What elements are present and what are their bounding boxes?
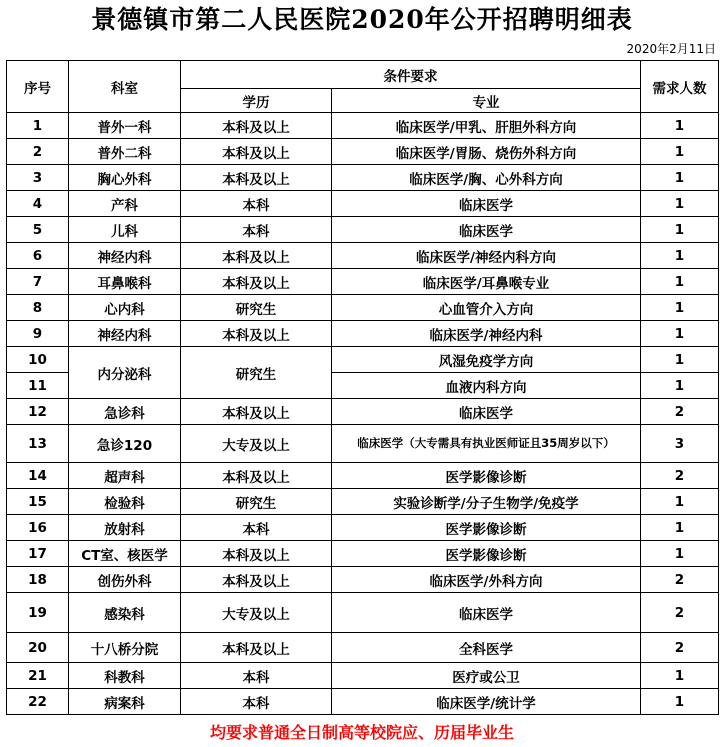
cell-edu: 研究生 xyxy=(181,295,332,321)
recruitment-table xyxy=(6,60,719,715)
cell-seq: 10 xyxy=(7,347,69,373)
header-dept: 科室 xyxy=(69,61,181,113)
cell-dept: 创伤外科 xyxy=(69,567,181,593)
cell-edu: 本科 xyxy=(181,515,332,541)
cell-count: 1 xyxy=(641,243,719,269)
cell-dept: CT室、核医学 xyxy=(69,541,181,567)
cell-dept: 科教科 xyxy=(69,663,181,689)
cell-dept: 感染科 xyxy=(69,593,181,633)
header-conditions: 条件要求 xyxy=(181,61,641,89)
cell-major: 临床医学/神经内科 xyxy=(332,321,641,347)
cell-dept: 十八桥分院 xyxy=(69,633,181,663)
cell-count: 3 xyxy=(641,425,719,463)
cell-dept: 神经内科 xyxy=(69,321,181,347)
cell-seq: 5 xyxy=(7,217,69,243)
cell-count: 2 xyxy=(641,463,719,489)
cell-edu: 本科及以上 xyxy=(181,399,332,425)
table-row xyxy=(7,567,719,593)
cell-major: 临床医学/耳鼻喉专业 xyxy=(332,269,641,295)
cell-major: 临床医学 xyxy=(332,593,641,633)
cell-edu: 本科及以上 xyxy=(181,541,332,567)
table-row xyxy=(7,541,719,567)
cell-edu: 本科 xyxy=(181,689,332,715)
table-row xyxy=(7,689,719,715)
cell-count: 1 xyxy=(641,541,719,567)
cell-dept: 耳鼻喉科 xyxy=(69,269,181,295)
cell-seq: 13 xyxy=(7,425,69,463)
table-row xyxy=(7,463,719,489)
cell-seq: 15 xyxy=(7,489,69,515)
cell-count: 1 xyxy=(641,321,719,347)
table-row xyxy=(7,165,719,191)
cell-dept: 产科 xyxy=(69,191,181,217)
cell-count: 2 xyxy=(641,399,719,425)
table-row xyxy=(7,425,719,463)
cell-major: 血液内科方向 xyxy=(332,373,641,399)
table-row xyxy=(7,191,719,217)
cell-major: 医学影像诊断 xyxy=(332,541,641,567)
table-row xyxy=(7,295,719,321)
cell-count: 1 xyxy=(641,165,719,191)
table-row xyxy=(7,269,719,295)
cell-dept: 心内科 xyxy=(69,295,181,321)
cell-dept: 普外一科 xyxy=(69,113,181,139)
header-seq: 序号 xyxy=(7,61,69,113)
table-row xyxy=(7,217,719,243)
cell-seq: 3 xyxy=(7,165,69,191)
cell-edu: 本科及以上 xyxy=(181,633,332,663)
table-row xyxy=(7,633,719,663)
cell-dept: 急诊科 xyxy=(69,399,181,425)
cell-seq: 18 xyxy=(7,567,69,593)
cell-major: 临床医学 xyxy=(332,191,641,217)
cell-count: 1 xyxy=(641,217,719,243)
cell-major: 实验诊断学/分子生物学/免疫学 xyxy=(332,489,641,515)
cell-major: 临床医学 xyxy=(332,217,641,243)
cell-edu: 本科及以上 xyxy=(181,243,332,269)
cell-dept: 放射科 xyxy=(69,515,181,541)
cell-edu: 大专及以上 xyxy=(181,425,332,463)
cell-major: 医疗或公卫 xyxy=(332,663,641,689)
cell-seq: 11 xyxy=(7,373,69,399)
cell-count: 1 xyxy=(641,113,719,139)
cell-count: 2 xyxy=(641,593,719,633)
cell-seq: 6 xyxy=(7,243,69,269)
cell-dept: 检验科 xyxy=(69,489,181,515)
cell-edu: 研究生 xyxy=(181,489,332,515)
cell-seq: 8 xyxy=(7,295,69,321)
cell-count: 1 xyxy=(641,269,719,295)
cell-count: 1 xyxy=(641,373,719,399)
cell-dept: 急诊120 xyxy=(69,425,181,463)
cell-count: 1 xyxy=(641,689,719,715)
cell-edu: 本科及以上 xyxy=(181,269,332,295)
cell-seq: 19 xyxy=(7,593,69,633)
cell-dept: 胸心外科 xyxy=(69,165,181,191)
header-major: 专业 xyxy=(332,89,641,113)
cell-edu: 本科 xyxy=(181,191,332,217)
cell-edu: 本科及以上 xyxy=(181,113,332,139)
date-label: 2020年2月11日 xyxy=(626,42,716,56)
cell-count: 2 xyxy=(641,633,719,663)
cell-dept: 神经内科 xyxy=(69,243,181,269)
cell-seq: 21 xyxy=(7,663,69,689)
cell-major: 临床医学/外科方向 xyxy=(332,567,641,593)
page-title: 景德镇市第二人民医院2020年公开招聘明细表 xyxy=(91,5,633,34)
cell-seq: 12 xyxy=(7,399,69,425)
cell-edu: 本科及以上 xyxy=(181,165,332,191)
cell-major: 风湿免疫学方向 xyxy=(332,347,641,373)
cell-seq: 20 xyxy=(7,633,69,663)
cell-dept: 普外二科 xyxy=(69,139,181,165)
cell-count: 1 xyxy=(641,295,719,321)
cell-major: 医学影像诊断 xyxy=(332,515,641,541)
header-count: 需求人数 xyxy=(641,61,719,113)
cell-edu: 本科 xyxy=(181,663,332,689)
cell-seq: 4 xyxy=(7,191,69,217)
footer-note: 均要求普通全日制高等校院应、历届毕业生 xyxy=(209,723,514,742)
table-row xyxy=(7,593,719,633)
cell-edu: 本科及以上 xyxy=(181,139,332,165)
cell-count: 1 xyxy=(641,515,719,541)
cell-edu: 本科 xyxy=(181,217,332,243)
cell-dept: 病案科 xyxy=(69,689,181,715)
table-row xyxy=(7,399,719,425)
cell-count: 2 xyxy=(641,567,719,593)
cell-dept: 超声科 xyxy=(69,463,181,489)
cell-major: 临床医学/甲乳、肝胆外科方向 xyxy=(332,113,641,139)
cell-major: 心血管介入方向 xyxy=(332,295,641,321)
cell-count: 1 xyxy=(641,347,719,373)
cell-edu: 大专及以上 xyxy=(181,593,332,633)
table-row xyxy=(7,321,719,347)
cell-edu: 本科及以上 xyxy=(181,463,332,489)
cell-seq: 9 xyxy=(7,321,69,347)
cell-major: 全科医学 xyxy=(332,633,641,663)
table-row xyxy=(7,515,719,541)
cell-seq: 14 xyxy=(7,463,69,489)
cell-major: 临床医学/胃肠、烧伤外科方向 xyxy=(332,139,641,165)
cell-count: 1 xyxy=(641,663,719,689)
cell-seq: 22 xyxy=(7,689,69,715)
cell-dept: 儿科 xyxy=(69,217,181,243)
header-education: 学历 xyxy=(181,89,332,113)
table-row xyxy=(7,113,719,139)
table-row xyxy=(7,243,719,269)
cell-count: 1 xyxy=(641,191,719,217)
table-row xyxy=(7,489,719,515)
cell-major: 临床医学（大专需具有执业医师证且35周岁以下） xyxy=(332,425,641,463)
cell-count: 1 xyxy=(641,489,719,515)
cell-edu: 本科及以上 xyxy=(181,321,332,347)
cell-seq: 16 xyxy=(7,515,69,541)
cell-edu: 本科及以上 xyxy=(181,567,332,593)
cell-seq: 2 xyxy=(7,139,69,165)
cell-dept: 内分泌科 xyxy=(69,347,181,399)
cell-seq: 1 xyxy=(7,113,69,139)
cell-major: 临床医学 xyxy=(332,399,641,425)
cell-seq: 17 xyxy=(7,541,69,567)
cell-major: 临床医学/统计学 xyxy=(332,689,641,715)
cell-edu: 研究生 xyxy=(181,347,332,399)
cell-seq: 7 xyxy=(7,269,69,295)
cell-major: 医学影像诊断 xyxy=(332,463,641,489)
cell-major: 临床医学/胸、心外科方向 xyxy=(332,165,641,191)
table-row xyxy=(7,139,719,165)
table-row xyxy=(7,663,719,689)
table-row xyxy=(7,347,719,373)
cell-count: 1 xyxy=(641,139,719,165)
cell-major: 临床医学/神经内科方向 xyxy=(332,243,641,269)
